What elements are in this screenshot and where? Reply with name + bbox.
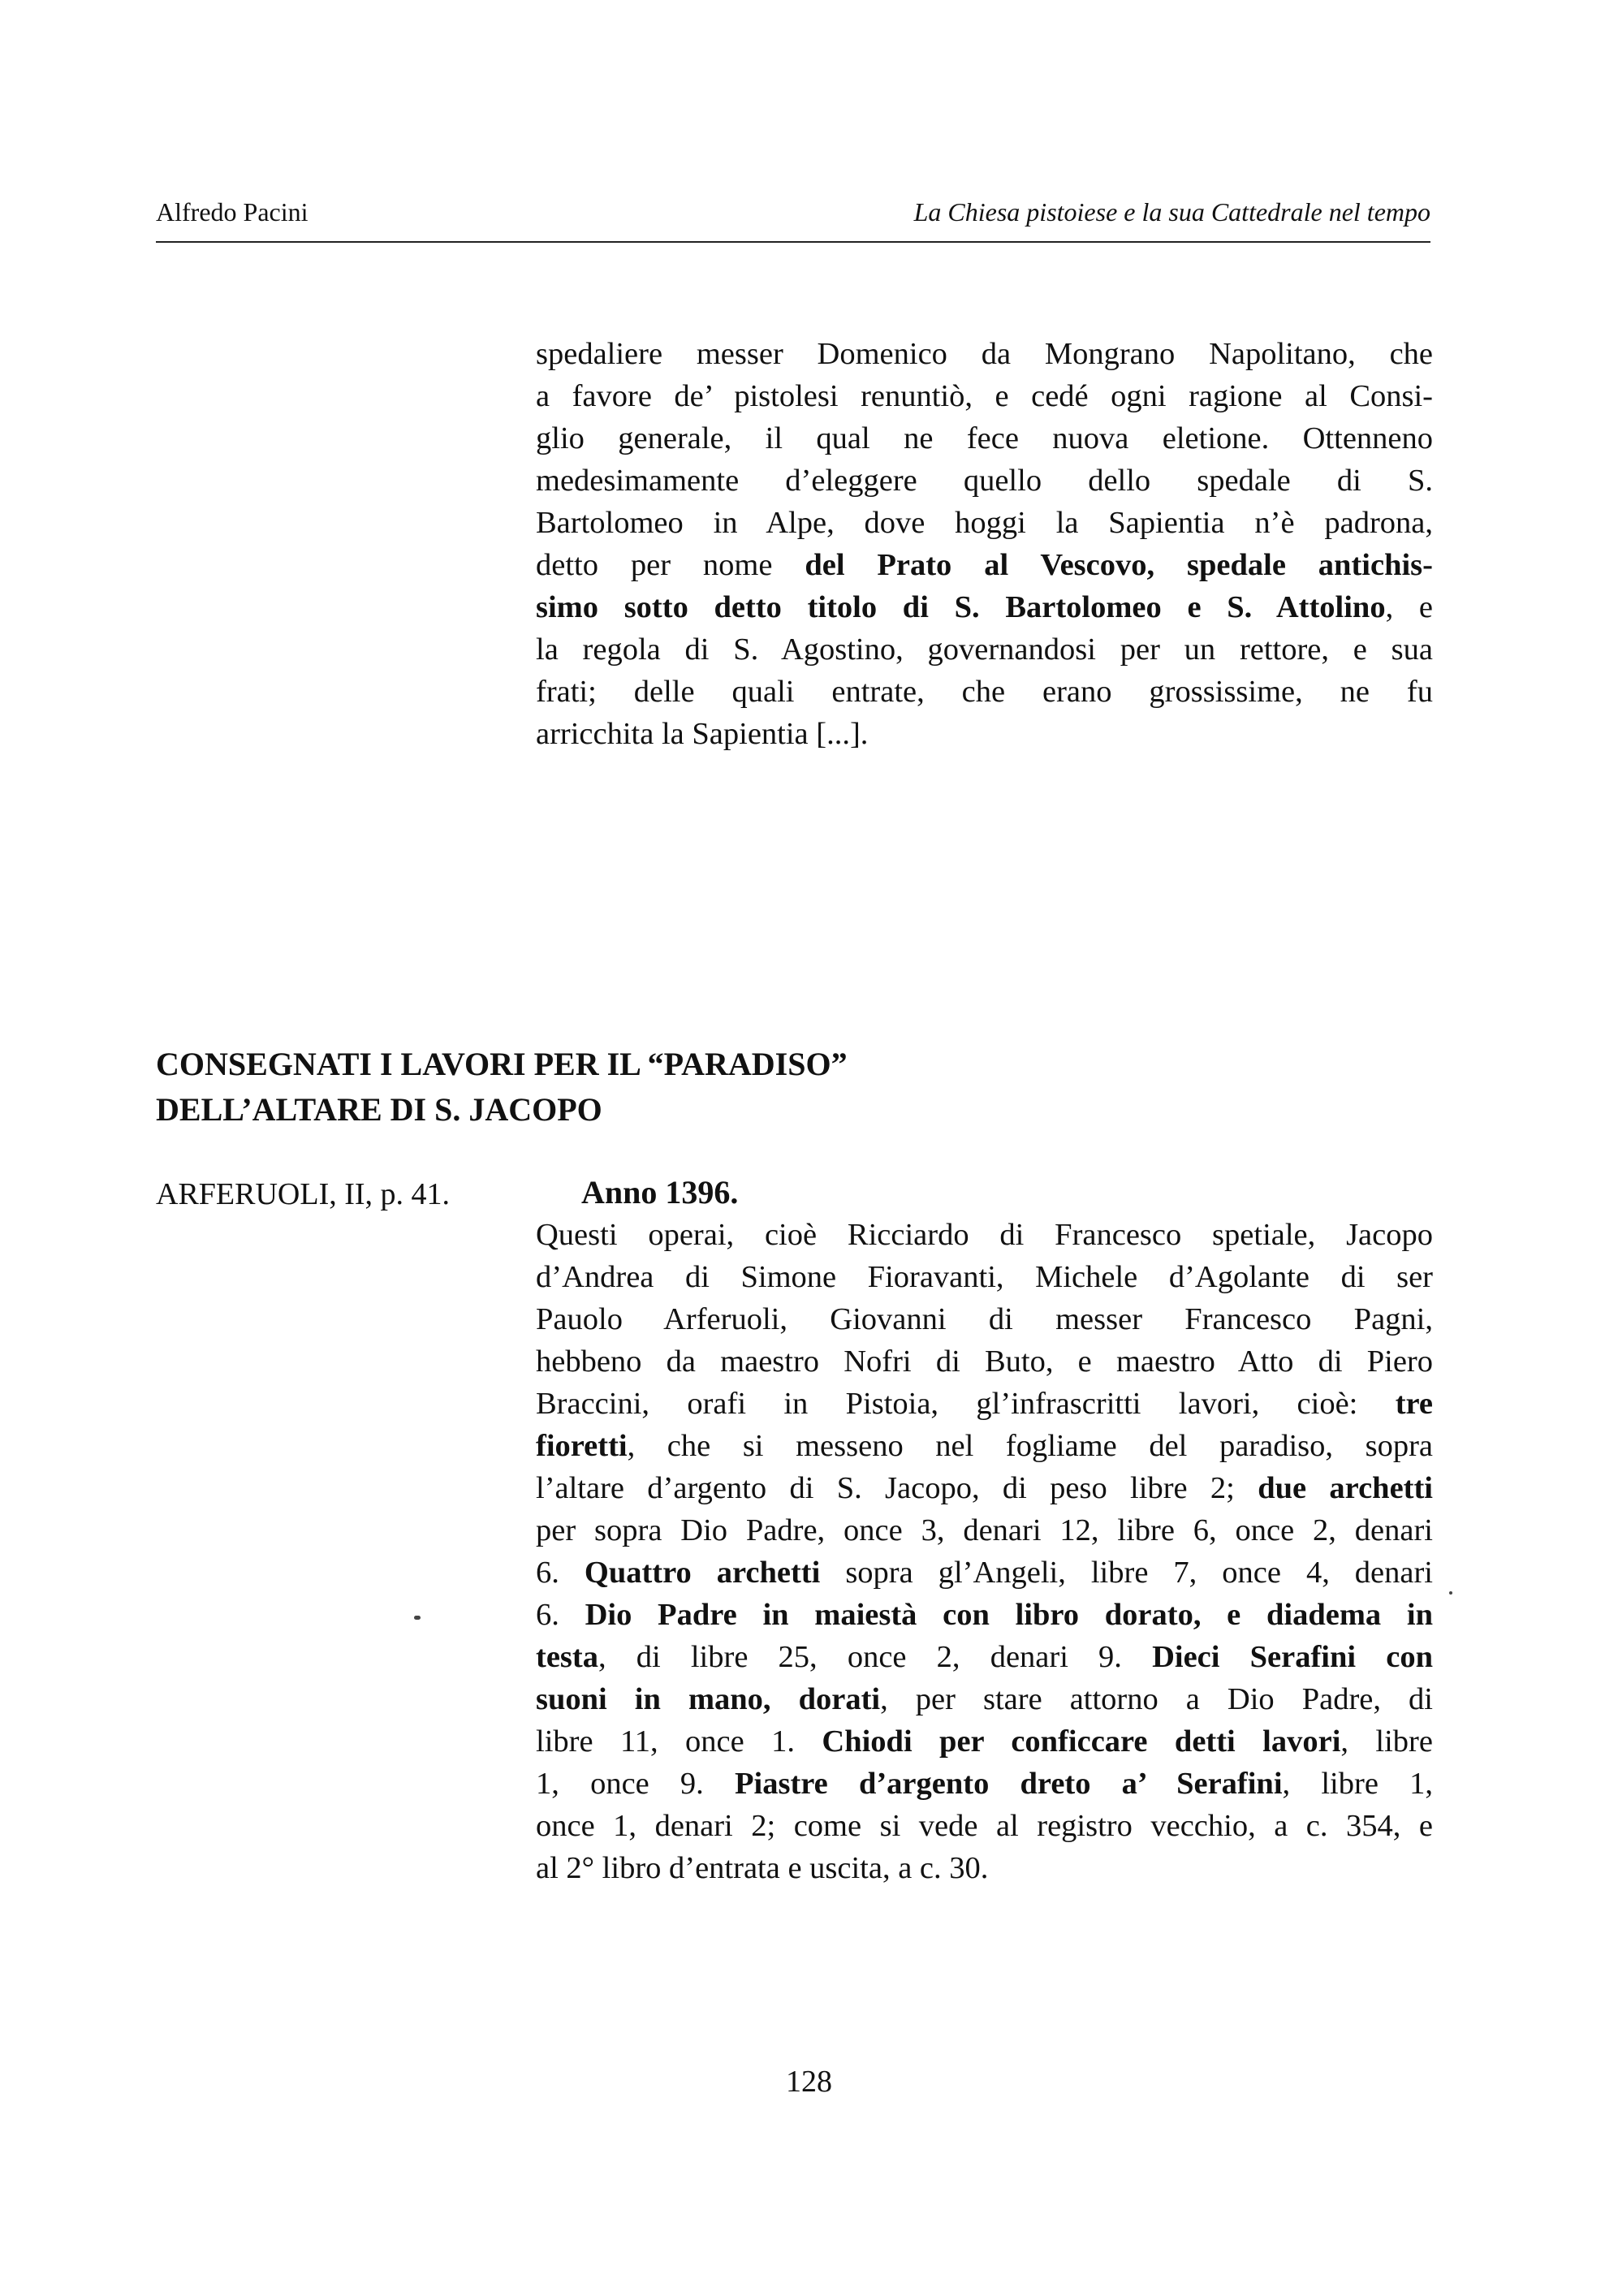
text-run: , libre [1340, 1724, 1433, 1759]
body-line [536, 1467, 1433, 1509]
text-run: Pauolo Arferuoli, Giovanni di messer Francesco Pagni, [536, 1302, 1433, 1336]
body-line [536, 1847, 1433, 1889]
source-reference: ARFERUOLI, II, p. 41. [156, 1177, 451, 1211]
body-paragraph [536, 1214, 1433, 1889]
text-run: al 2° libro d’entrata e uscita, a c. 30. [536, 1851, 989, 1885]
body-line [536, 1805, 1433, 1847]
text-run: , di libre 25, once 2, denari 9. [598, 1640, 1153, 1674]
quote-line [536, 460, 1433, 502]
text-run: per sopra Dio Padre, once 3, denari 12, libre 6, once 2, denari [536, 1513, 1433, 1547]
text-run: a favore de’ pistolesi renuntiò, e cedé ogni ragione al Consi- [536, 379, 1433, 413]
body-line [536, 1509, 1433, 1552]
quote-line [536, 628, 1433, 671]
body-line [536, 1763, 1433, 1805]
bold-text: Dio Padre in maiestà con libro dorato, e diadema in [585, 1598, 1433, 1632]
year-heading: Anno 1396. [581, 1174, 739, 1211]
quoted-paragraph [536, 333, 1433, 755]
bold-text: testa [536, 1640, 598, 1674]
body-line [536, 1383, 1433, 1425]
text-run: arricchita la Sapientia [...]. [536, 717, 869, 751]
text-run: 6. [536, 1598, 585, 1632]
text-run: once 1, denari 2; come si vede al registro vecchio, a c. 354, e [536, 1809, 1433, 1843]
header-author: Alfredo Pacini [156, 197, 308, 227]
quote-line [536, 671, 1433, 713]
header-book-title: La Chiesa pistoiese e la sua Cattedrale nel tempo [913, 197, 1430, 227]
section-title-line-2: DELL’ALTARE DI S. JACOPO [156, 1091, 602, 1128]
text-run: medesimamente d’eleggere quello dello spedale di S. [536, 464, 1433, 498]
body-line [536, 1636, 1433, 1678]
text-run: Braccini, orafi in Pistoia, gl’infrascritti lavori, cioè: [536, 1387, 1396, 1421]
bold-text: Quattro archetti [584, 1556, 821, 1590]
text-run: glio generale, il qual ne fece nuova eletione. Ottenneno [536, 421, 1433, 455]
quote-line [536, 502, 1433, 544]
page-number: 128 [786, 2065, 832, 2099]
text-run: 1, once 9. [536, 1767, 735, 1801]
text-run: Bartolomeo in Alpe, dove hoggi la Sapientia n’è padrona, [536, 506, 1433, 540]
body-line [536, 1552, 1433, 1594]
text-run: d’Andrea di Simone Fioravanti, Michele d’Agolante di ser [536, 1260, 1433, 1294]
quote-line [536, 333, 1433, 375]
bold-text: Piastre d’argento dreto a’ Serafini [735, 1767, 1283, 1801]
quote-line [536, 713, 1433, 755]
quote-line [536, 586, 1433, 628]
bold-text: fioretti [536, 1429, 628, 1463]
quote-line [536, 417, 1433, 460]
text-run: , per stare attorno a Dio Padre, di [880, 1682, 1433, 1716]
scan-speck [1449, 1591, 1452, 1595]
text-run: , libre 1, [1282, 1767, 1433, 1801]
text-run: la regola di S. Agostino, governandosi per un rettore, e sua [536, 632, 1433, 667]
text-run: Questi operai, cioè Ricciardo di Francesco spetiale, Jacopo [536, 1218, 1433, 1252]
text-run: libre 11, once 1. [536, 1724, 822, 1759]
text-run: l’altare d’argento di S. Jacopo, di peso libre 2; [536, 1471, 1258, 1505]
text-run: sopra gl’Angeli, libre 7, once 4, denari [820, 1556, 1433, 1590]
text-run: , che si messeno nel fogliame del paradiso, sopra [627, 1429, 1433, 1463]
text-run: , e [1385, 590, 1433, 624]
body-line [536, 1214, 1433, 1256]
bold-text: Dieci Serafini con [1152, 1640, 1433, 1674]
text-run: detto per nome [536, 548, 805, 582]
body-line [536, 1298, 1433, 1340]
bold-text: tre [1395, 1387, 1433, 1421]
bold-text: simo sotto detto titolo di S. Bartolomeo e S. Attolino [536, 590, 1386, 624]
scan-speck [414, 1616, 421, 1620]
text-run: frati; delle quali entrate, che erano grossissime, ne fu [536, 675, 1433, 709]
section-title [156, 1042, 1130, 1133]
body-line [536, 1594, 1433, 1636]
bold-text: suoni in mano, dorati [536, 1682, 881, 1716]
text-run: spedaliere messer Domenico da Mongrano Napolitano, che [536, 337, 1433, 371]
body-line [536, 1425, 1433, 1467]
bold-text: due archetti [1258, 1471, 1433, 1505]
body-line [536, 1340, 1433, 1383]
text-run: hebbeno da maestro Nofri di Buto, e maestro Atto di Piero [536, 1344, 1433, 1379]
running-header [156, 197, 1430, 243]
bold-text: del Prato al Vescovo, spedale antichis- [805, 548, 1433, 582]
text-run: 6. [536, 1556, 585, 1590]
body-line [536, 1720, 1433, 1763]
section-title-line-1: CONSEGNATI I LAVORI PER IL “PARADISO” [156, 1046, 848, 1082]
quote-line [536, 544, 1433, 586]
quote-line [536, 375, 1433, 417]
body-line [536, 1256, 1433, 1298]
body-line [536, 1678, 1433, 1720]
bold-text: Chiodi per conficcare detti lavori [822, 1724, 1341, 1759]
